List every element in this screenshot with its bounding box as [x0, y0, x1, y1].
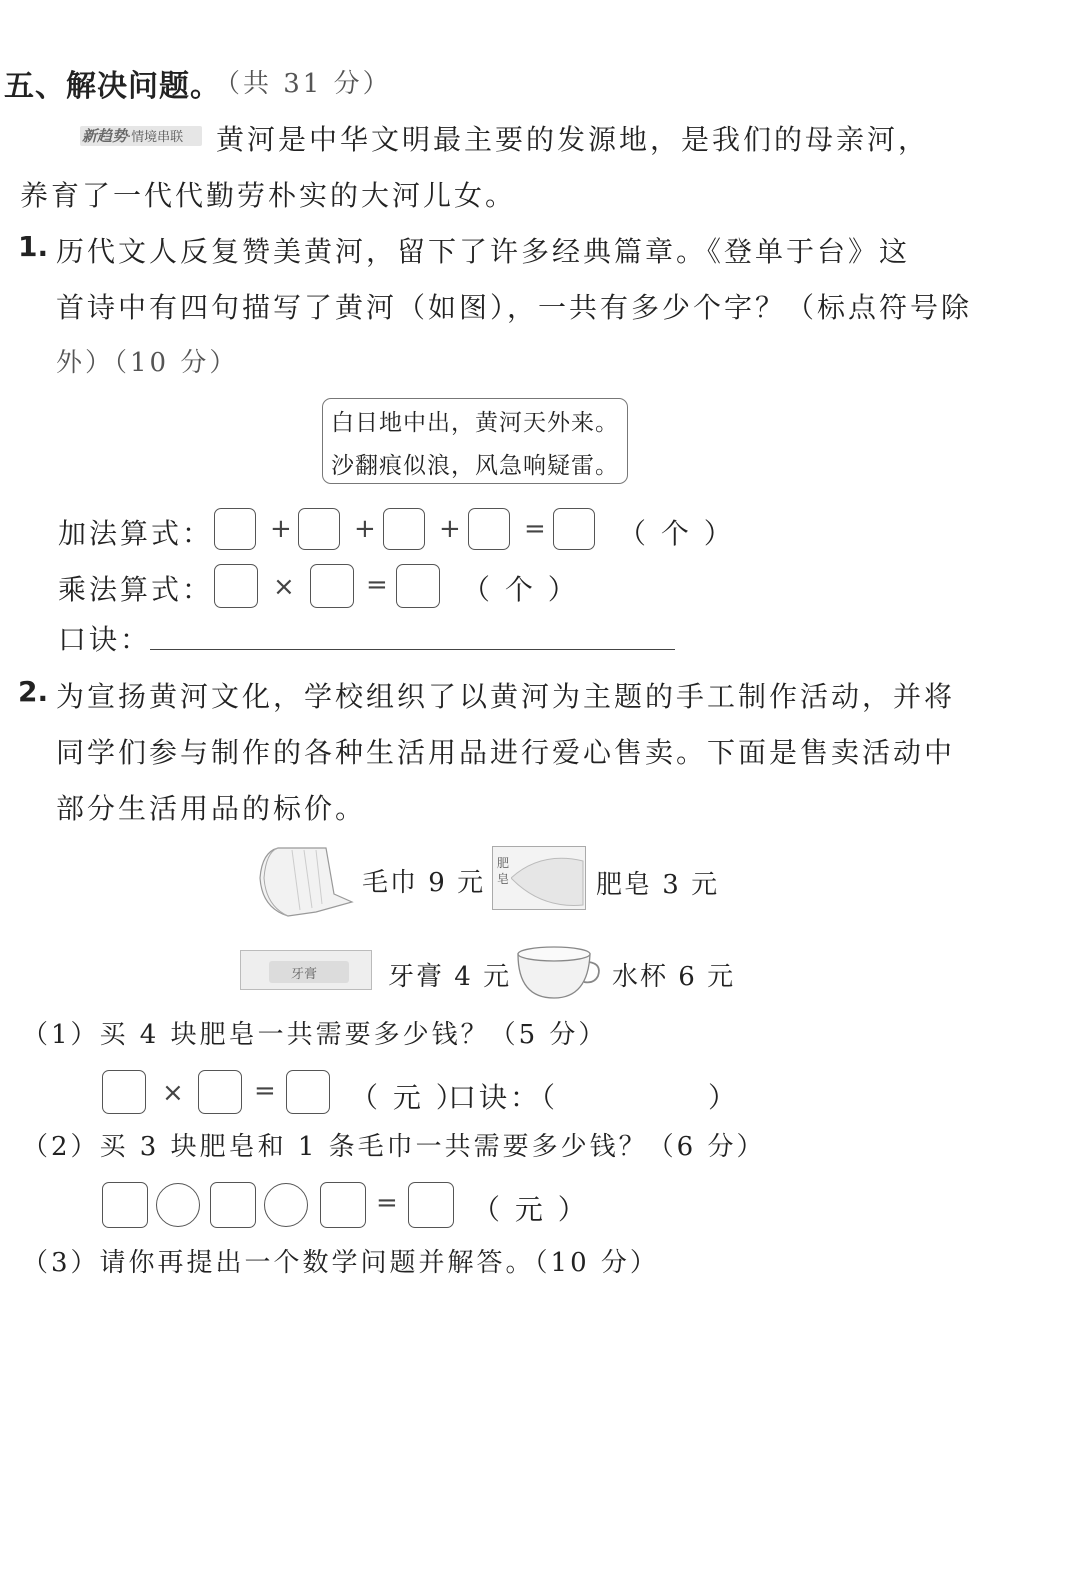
operator-circle[interactable]: [156, 1183, 200, 1227]
sub1-koujue-close: ）: [708, 1081, 740, 1114]
tag-bold: 新趋势: [82, 127, 128, 145]
answer-box[interactable]: [468, 508, 510, 550]
times-sign: ×: [273, 572, 295, 602]
sub1-koujue-label: 口诀：（: [448, 1081, 559, 1114]
answer-box[interactable]: [198, 1070, 242, 1114]
intro-line-2: 养育了一代代勤劳朴实的大河儿女。: [20, 179, 517, 212]
answer-box[interactable]: [210, 1182, 256, 1228]
answer-box[interactable]: [310, 564, 354, 608]
unit-yuan: （ 元 ）: [472, 1193, 589, 1226]
operator-circle[interactable]: [264, 1183, 308, 1227]
q1-number: 1.: [18, 230, 49, 263]
plus-sign: +: [439, 514, 461, 544]
poem-box: [322, 398, 628, 484]
answer-box[interactable]: [286, 1070, 330, 1114]
toothpaste-icon: [240, 950, 372, 990]
answer-box[interactable]: [102, 1182, 148, 1228]
equals-sign: =: [524, 514, 546, 544]
towel-icon: [256, 842, 358, 920]
answer-box[interactable]: [102, 1070, 146, 1114]
unit-ge: （ 个 ）: [462, 573, 579, 606]
answer-box[interactable]: [320, 1182, 366, 1228]
context-tag: [80, 126, 202, 146]
sub1-koujue-answer[interactable]: [572, 1076, 702, 1110]
cup-icon: [514, 944, 604, 1002]
answer-box[interactable]: [396, 564, 440, 608]
cup-price: 水杯 6 元: [612, 962, 736, 992]
soap-package-text: 肥皂: [497, 856, 510, 886]
add-label: 加法算式：: [58, 517, 214, 550]
section-title: 五、解决问题。: [4, 69, 221, 104]
soap-icon: [492, 846, 586, 910]
intro-line-1: 黄河是中华文明最主要的发源地，是我们的母亲河，: [216, 123, 930, 156]
towel-price: 毛巾 9 元: [362, 868, 486, 898]
q1-line-2: 首诗中有四句描写了黄河（如图），一共有多少个字？（标点符号除: [56, 291, 973, 324]
plus-sign: +: [270, 514, 292, 544]
toothpaste-price: 牙膏 4 元: [388, 962, 512, 992]
sub2-question: （2）买 3 块肥皂和 1 条毛巾一共需要多少钱？（6 分）: [22, 1132, 766, 1162]
answer-box[interactable]: [214, 508, 256, 550]
answer-box[interactable]: [408, 1182, 454, 1228]
sub1-question: （1）买 4 块肥皂一共需要多少钱？（5 分）: [22, 1020, 608, 1050]
q2-number: 2.: [18, 675, 49, 708]
toothpaste-package-text: 牙膏: [291, 967, 318, 982]
answer-box[interactable]: [298, 508, 340, 550]
unit-ge: （ 个 ）: [618, 517, 735, 550]
q1-line-3: 外）（10 分）: [56, 348, 239, 378]
soap-price: 肥皂 3 元: [596, 870, 720, 900]
equals-sign: =: [366, 570, 388, 600]
koujue-label: 口诀：: [58, 623, 152, 656]
q2-line-1: 为宣扬黄河文化，学校组织了以黄河为主题的手工制作活动，并将: [56, 680, 956, 713]
section-score: （共 31 分）: [214, 69, 392, 99]
mul-label: 乘法算式：: [58, 573, 214, 606]
equals-sign: =: [376, 1188, 398, 1218]
tag-rest: ·情境串联: [127, 130, 184, 145]
equals-sign: =: [254, 1076, 276, 1106]
answer-box[interactable]: [214, 564, 258, 608]
sub3-question: （3）请你再提出一个数学问题并解答。（10 分）: [22, 1248, 659, 1278]
answer-box[interactable]: [383, 508, 425, 550]
plus-sign: +: [354, 514, 376, 544]
q1-line-1: 历代文人反复赞美黄河，留下了许多经典篇章。《登单于台》这: [56, 235, 911, 268]
q2-line-3: 部分生活用品的标价。: [56, 792, 367, 825]
koujue-answer-line[interactable]: [150, 649, 675, 650]
poem-line-1: 白日地中出，黄河天外来。: [331, 410, 619, 436]
poem-line-2: 沙翻痕似浪，风急响疑雷。: [331, 453, 619, 479]
answer-box[interactable]: [553, 508, 595, 550]
q2-line-2: 同学们参与制作的各种生活用品进行爱心售卖。下面是售卖活动中: [56, 736, 956, 769]
times-sign: ×: [162, 1078, 184, 1108]
unit-yuan: （ 元 ）: [350, 1081, 467, 1114]
